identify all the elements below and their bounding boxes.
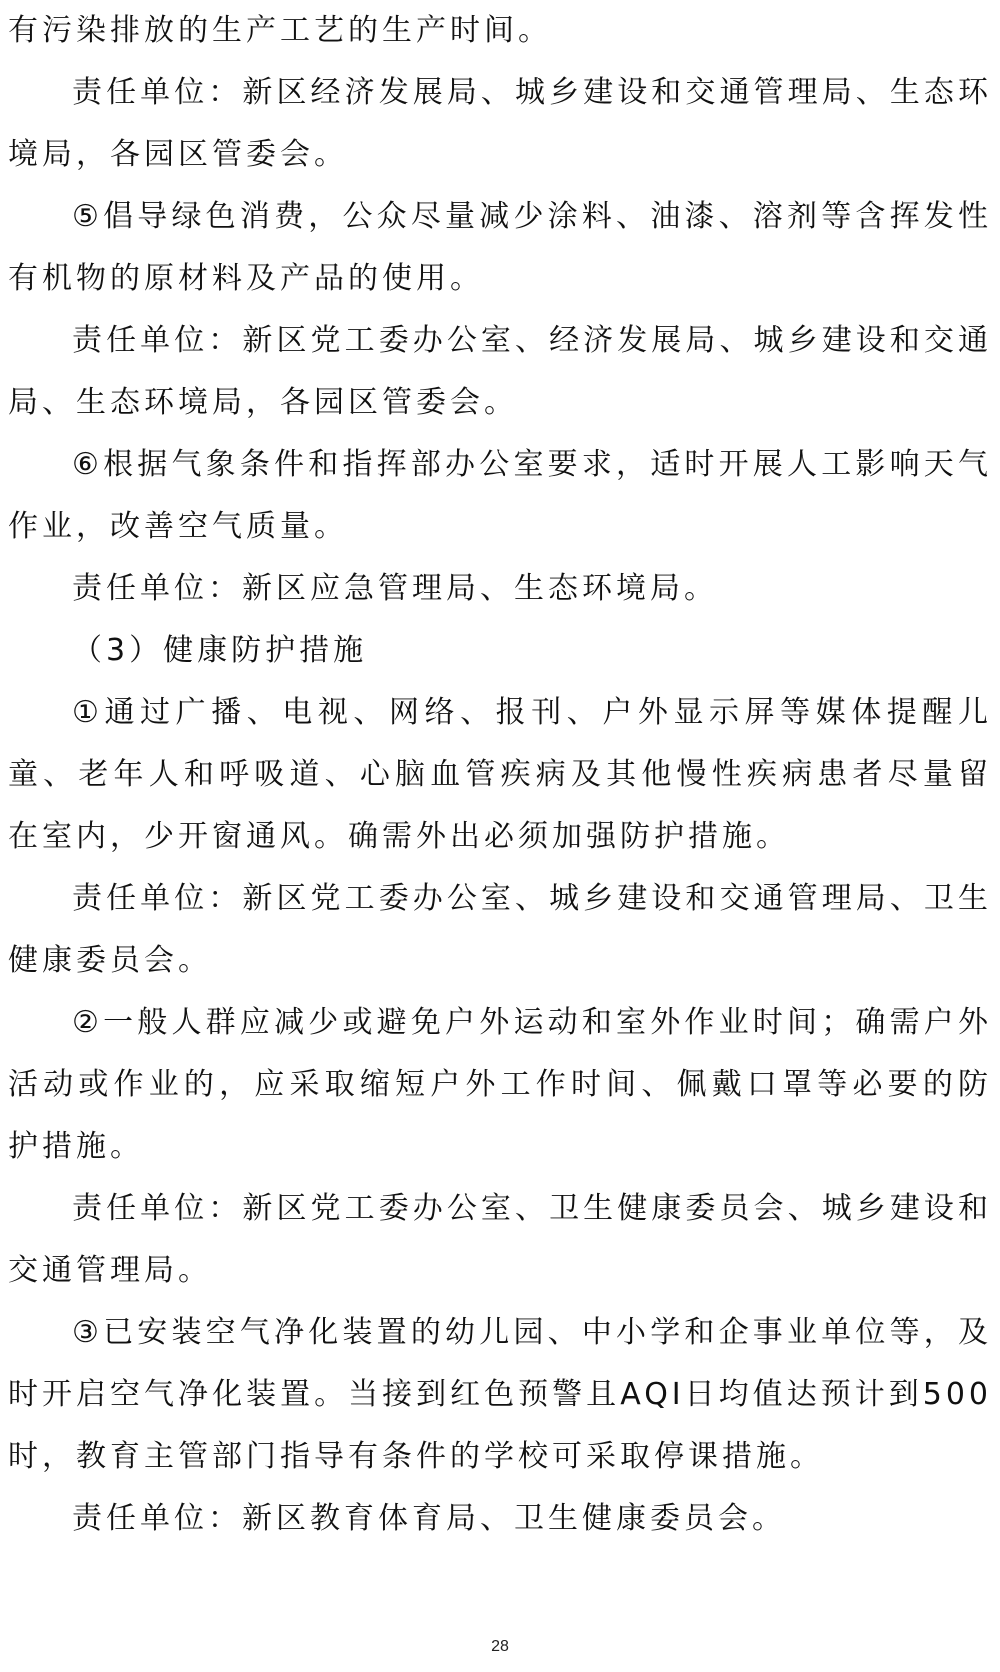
page-number: 28 <box>491 1638 509 1655</box>
section-heading-health-protection: （3）健康防护措施 <box>72 633 368 668</box>
paragraph-continuation: 有污染排放的生产工艺的生产时间。 <box>8 13 552 48</box>
measure-item-5: ⑤倡导绿色消费，公众尽量减少涂料、油漆、溶剂等含挥发性有机物的原材料及产品的使用。 <box>8 199 992 296</box>
document-body <box>8 0 992 1550</box>
health-measure-item-2: ②一般人群应减少或避免户外运动和室外作业时间；确需户外活动或作业的，应采取缩短户外工作时间、佩戴口罩等必要的防护措施。 <box>8 1005 992 1164</box>
responsible-units-paragraph: 责任单位：新区党工委办公室、经济发展局、城乡建设和交通局、生态环境局，各园区管委会。 <box>8 323 992 420</box>
responsible-units-paragraph: 责任单位：新区党工委办公室、城乡建设和交通管理局、卫生健康委员会。 <box>8 881 992 978</box>
measure-item-6: ⑥根据气象条件和指挥部办公室要求，适时开展人工影响天气作业，改善空气质量。 <box>8 447 992 544</box>
health-measure-item-1: ①通过广播、电视、网络、报刊、户外显示屏等媒体提醒儿童、老年人和呼吸道、心脑血管疾病及其他慢性疾病患者尽量留在室内，少开窗通风。确需外出必须加强防护措施。 <box>8 695 992 854</box>
responsible-units-paragraph: 责任单位：新区教育体育局、卫生健康委员会。 <box>72 1501 786 1536</box>
responsible-units-paragraph: 责任单位：新区经济发展局、城乡建设和交通管理局、生态环境局，各园区管委会。 <box>8 75 992 172</box>
responsible-units-paragraph: 责任单位：新区党工委办公室、卫生健康委员会、城乡建设和交通管理局。 <box>8 1191 992 1288</box>
responsible-units-paragraph: 责任单位：新区应急管理局、生态环境局。 <box>72 571 718 606</box>
health-measure-item-3: ③已安装空气净化装置的幼儿园、中小学和企事业单位等，及时开启空气净化装置。当接到红色预警且AQI日均值达预计到500时，教育主管部门指导有条件的学校可采取停课措施。 <box>8 1315 992 1474</box>
